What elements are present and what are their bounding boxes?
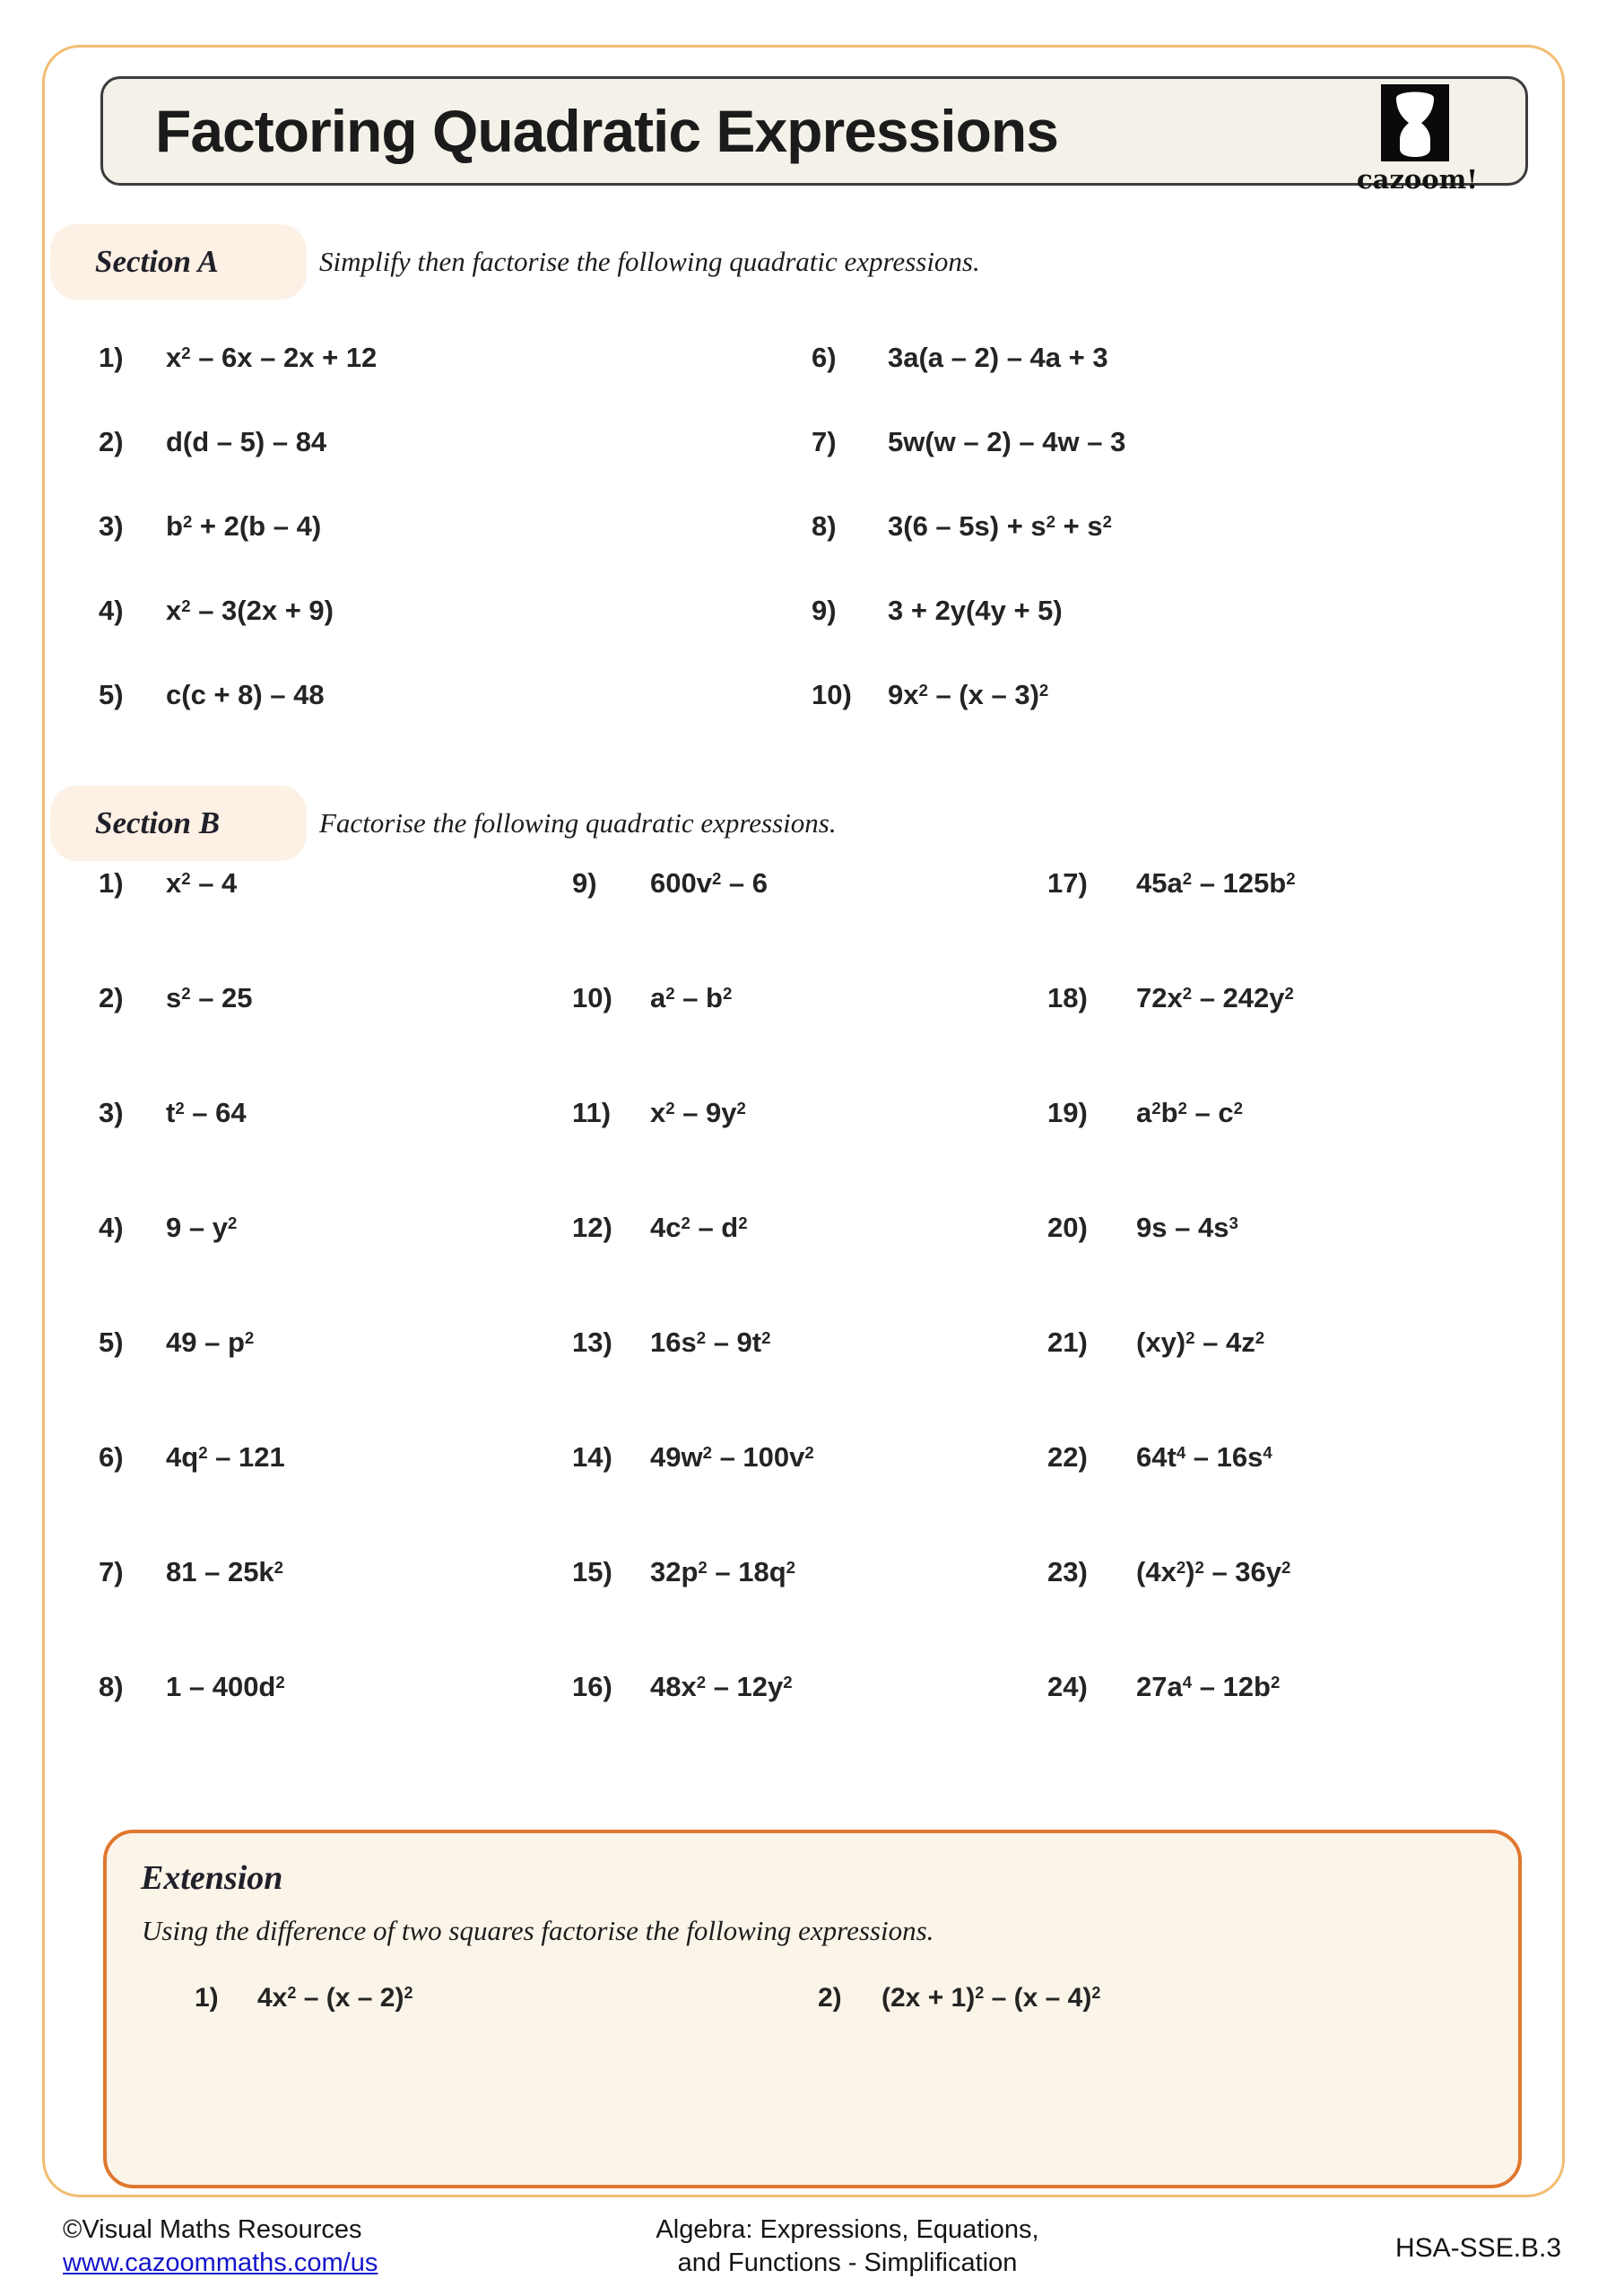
section-a-label: Section A — [95, 244, 219, 279]
problem-row — [1047, 1400, 1296, 1515]
problem-row — [195, 1978, 413, 2019]
problem-number: 2) — [818, 1983, 842, 2013]
problem-number: 3) — [99, 1097, 124, 1128]
problem-expression: $b^2 + 2(b - 4)$ — [166, 510, 322, 542]
problem-expression: $9x^2 - (x - 3)^2$ — [888, 679, 1049, 710]
problem-row — [1047, 1170, 1296, 1285]
section-b-column-3 — [1047, 826, 1296, 1744]
problem-row — [812, 316, 1125, 400]
problem-row — [572, 941, 814, 1056]
problem-row — [812, 653, 1125, 737]
problem-number: 5) — [99, 1326, 124, 1358]
problem-row — [1047, 1056, 1296, 1170]
problem-expression: $600v^2 - 6$ — [650, 867, 769, 899]
problem-number: 13) — [572, 1326, 612, 1358]
problem-expression: $a^2 - b^2$ — [650, 982, 733, 1013]
problem-number: 4) — [99, 595, 124, 626]
problem-expression: $1 - 400d^2$ — [166, 1671, 285, 1702]
section-b-column-1 — [99, 826, 285, 1744]
problem-row — [99, 569, 377, 653]
problem-row — [1047, 1515, 1296, 1630]
problem-expression: $32p^2 - 18q^2$ — [650, 1556, 795, 1587]
problem-row — [99, 1630, 285, 1744]
problem-number: 8) — [99, 1671, 124, 1702]
problem-row — [572, 826, 814, 941]
problem-number: 9) — [812, 595, 837, 626]
problem-expression: $(4x^2)^2 - 36y^2$ — [1136, 1556, 1291, 1587]
problem-expression: 5w(w – 2) – 4w – 3 — [888, 426, 1126, 457]
problem-number: 5) — [99, 679, 124, 710]
problem-expression: $a^2b^2 - c^2$ — [1136, 1097, 1243, 1128]
problem-number: 16) — [572, 1671, 612, 1702]
problem-expression: $x^2 - 4$ — [166, 867, 238, 899]
topic-line-2: and Functions - Simplification — [677, 2248, 1018, 2277]
problem-expression: $4x^2 - (x - 2)^2$ — [257, 1983, 413, 2013]
page-title: Factoring Quadratic Expressions — [155, 98, 1058, 164]
extension-label: Extension — [141, 1859, 283, 1897]
problem-number: 23) — [1047, 1556, 1088, 1587]
problem-row — [572, 1285, 814, 1400]
section-a-pill — [50, 224, 307, 300]
website-link[interactable]: www.cazoommaths.com/us — [63, 2248, 378, 2277]
problem-number: 6) — [812, 342, 837, 373]
problem-expression: $x^2 - 6x - 2x + 12$ — [166, 342, 378, 373]
problem-expression: $3(6 - 5s) + s^2 + s^2$ — [888, 510, 1112, 542]
problem-row — [572, 1630, 814, 1744]
problem-expression: d(d – 5) – 84 — [166, 426, 327, 457]
problem-number: 21) — [1047, 1326, 1088, 1358]
section-b-instruction: Factorise the following quadratic expressions. — [319, 807, 837, 839]
problem-number: 11) — [572, 1097, 612, 1128]
problem-row — [99, 316, 377, 400]
problem-row — [99, 1170, 285, 1285]
problem-number: 24) — [1047, 1671, 1088, 1702]
problem-number: 4) — [99, 1212, 124, 1243]
logo-wordmark: cazoom! — [1357, 164, 1479, 195]
problem-number: 15) — [572, 1556, 612, 1587]
problem-number: 7) — [99, 1556, 124, 1587]
problem-row — [812, 400, 1125, 484]
problem-expression: $27a^4 - 12b^2$ — [1136, 1671, 1281, 1702]
problem-row — [572, 1515, 814, 1630]
problem-number: 18) — [1047, 982, 1088, 1013]
problem-number: 8) — [812, 510, 837, 542]
problem-expression: $x^2 - 9y^2$ — [650, 1097, 746, 1128]
section-a-column-1 — [99, 316, 377, 737]
problem-expression: $49w^2 - 100v^2$ — [650, 1441, 814, 1473]
problem-number: 20) — [1047, 1212, 1088, 1243]
problem-expression: 3a(a – 2) – 4a + 3 — [888, 342, 1108, 373]
standard-code: HSA-SSE.B.3 — [1395, 2233, 1562, 2263]
problem-number: 14) — [572, 1441, 612, 1473]
problem-expression: $4c^2 - d^2$ — [650, 1212, 748, 1243]
problem-expression: $81 - 25k^2$ — [166, 1556, 284, 1587]
problem-row — [812, 484, 1125, 569]
footer-topic — [574, 2213, 1121, 2280]
problem-row — [99, 653, 377, 737]
section-a-instruction: Simplify then factorise the following quadratic expressions. — [319, 246, 980, 277]
cazoom-logo — [1357, 84, 1479, 195]
problem-number: 6) — [99, 1441, 124, 1473]
problem-row — [99, 400, 377, 484]
extension-instruction: Using the difference of two squares factorise the following expressions. — [142, 1915, 934, 1946]
problem-number: 9) — [572, 867, 597, 899]
problem-row — [99, 1400, 285, 1515]
problem-number: 7) — [812, 426, 837, 457]
problem-number: 3) — [99, 510, 124, 542]
problem-row — [99, 941, 285, 1056]
problem-row — [99, 1285, 285, 1400]
problem-number: 22) — [1047, 1441, 1088, 1473]
problem-number: 1) — [99, 342, 124, 373]
problem-expression: $s^2 - 25$ — [166, 982, 253, 1013]
problem-row — [99, 826, 285, 941]
problem-expression: $9s - 4s^3$ — [1136, 1212, 1238, 1243]
problem-row — [572, 1056, 814, 1170]
section-a-column-2 — [812, 316, 1125, 737]
problem-expression: $64t^4 - 16s^4$ — [1136, 1441, 1272, 1473]
problem-expression: $(2x + 1)^2 - (x - 4)^2$ — [881, 1983, 1101, 2013]
problem-number: 1) — [195, 1983, 219, 2013]
problem-expression: $t^2 - 64$ — [166, 1097, 247, 1128]
problem-row — [99, 1056, 285, 1170]
problem-number: 12) — [572, 1212, 612, 1243]
problem-expression: $45a^2 - 125b^2$ — [1136, 867, 1296, 899]
problem-row — [1047, 1285, 1296, 1400]
problem-expression: $49 - p^2$ — [166, 1326, 255, 1358]
problem-expression: $x^2 - 3(2x + 9)$ — [166, 595, 334, 626]
problem-expression: $9 - y^2$ — [166, 1212, 238, 1243]
problem-expression: 3 + 2y(4y + 5) — [888, 595, 1063, 626]
problem-expression: $4q^2 - 121$ — [166, 1441, 285, 1473]
footer-attribution — [63, 2213, 378, 2280]
problem-expression: c(c + 8) – 48 — [166, 679, 325, 710]
title-box — [100, 76, 1528, 195]
problem-expression: $48x^2 - 12y^2$ — [650, 1671, 793, 1702]
problem-row — [572, 1170, 814, 1285]
problem-row — [818, 1978, 1100, 2019]
section-b-column-2 — [572, 826, 814, 1744]
problem-row — [99, 484, 377, 569]
topic-line-1: Algebra: Expressions, Equations, — [656, 2215, 1039, 2244]
problem-expression: $16s^2 - 9t^2$ — [650, 1326, 771, 1358]
problem-number: 2) — [99, 426, 124, 457]
problem-row — [1047, 826, 1296, 941]
problem-expression: $(xy)^2 - 4z^2$ — [1136, 1326, 1265, 1358]
problem-row — [572, 1400, 814, 1515]
problem-number: 10) — [812, 679, 852, 710]
drum-icon — [1381, 150, 1449, 165]
copyright-text: ©Visual Maths Resources — [63, 2215, 362, 2244]
problem-number: 1) — [99, 867, 124, 899]
problem-row — [1047, 1630, 1296, 1744]
problem-row — [1047, 941, 1296, 1056]
problem-number: 2) — [99, 982, 124, 1013]
problem-number: 17) — [1047, 867, 1088, 899]
problem-number: 19) — [1047, 1097, 1088, 1128]
section-b-label: Section B — [95, 805, 221, 840]
problem-row — [99, 1515, 285, 1630]
problem-row — [812, 569, 1125, 653]
problem-number: 10) — [572, 982, 612, 1013]
problem-expression: $72x^2 - 242y^2$ — [1136, 982, 1294, 1013]
